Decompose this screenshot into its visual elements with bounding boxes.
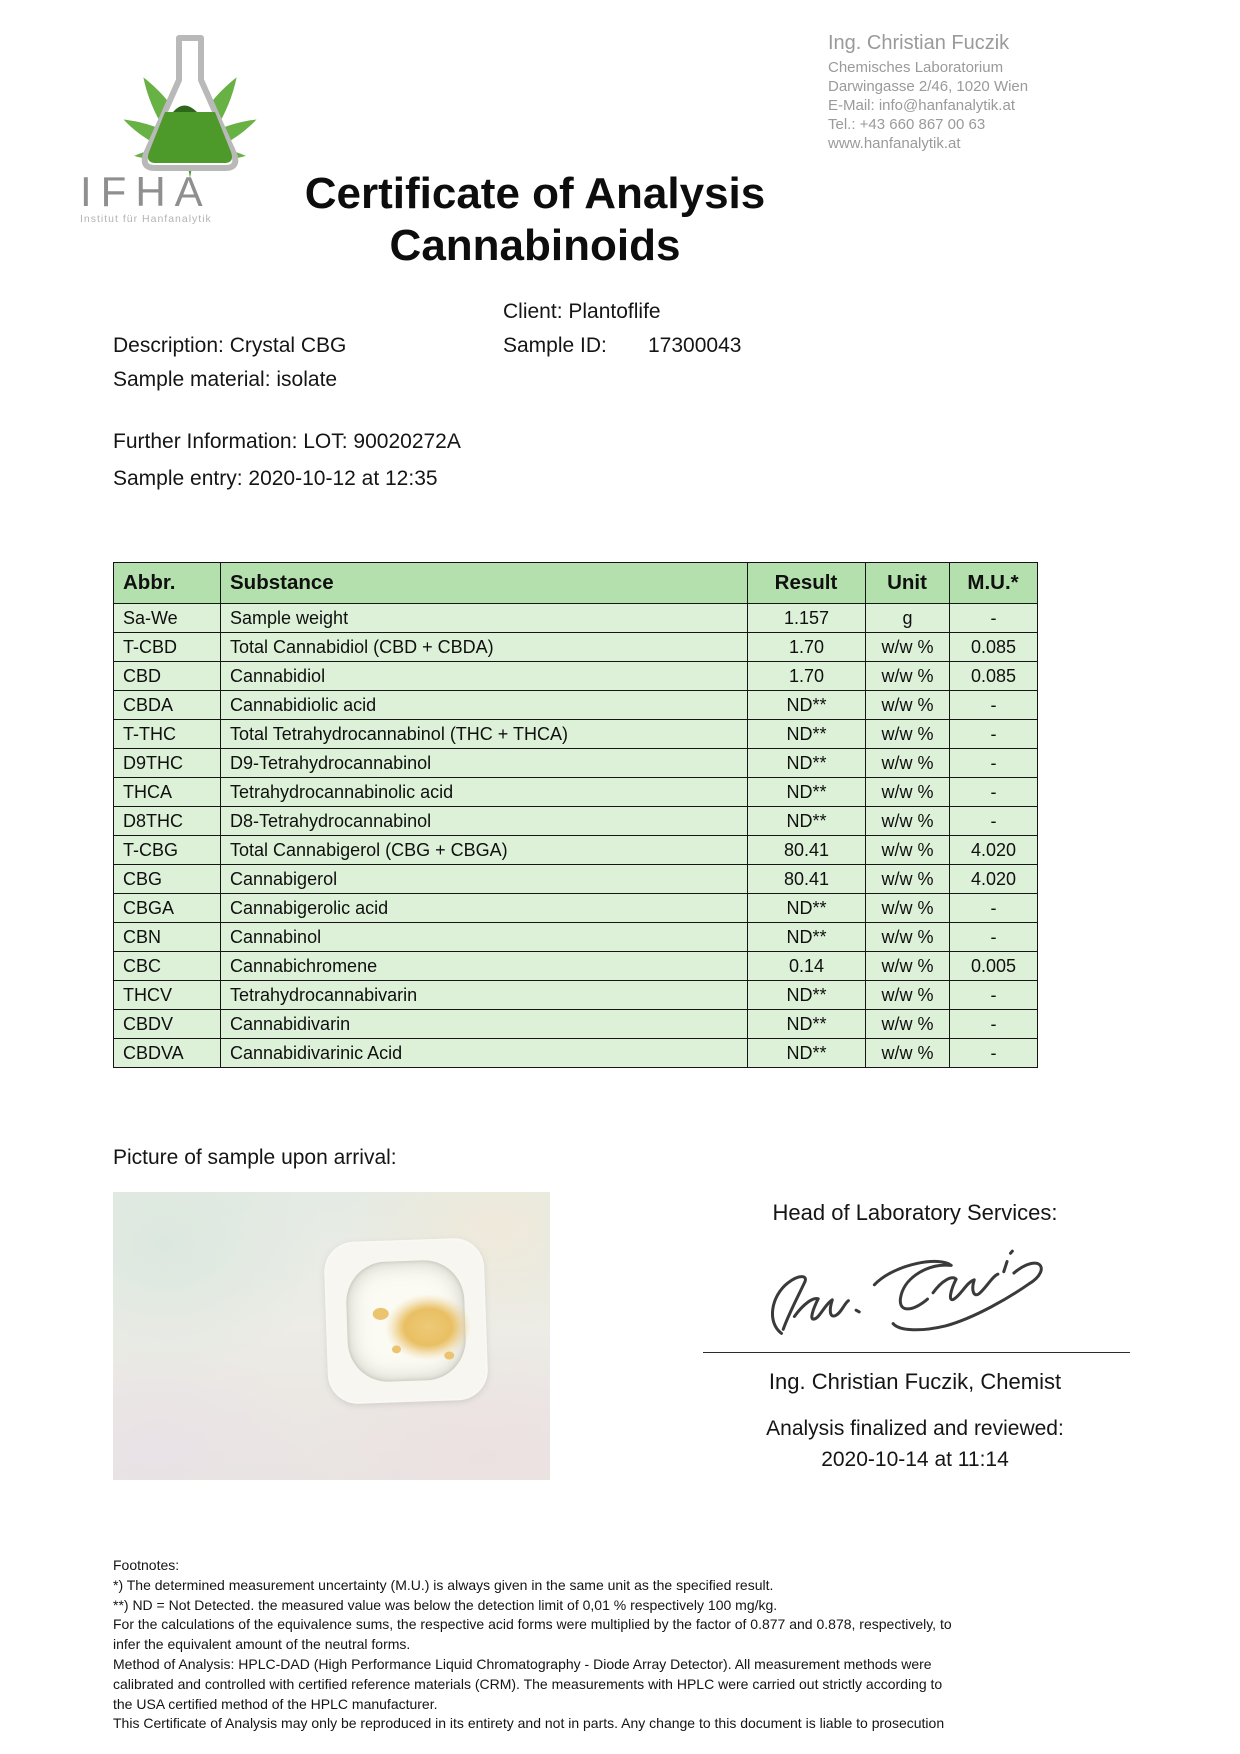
title-line-1: Certificate of Analysis xyxy=(304,169,766,218)
footnote-line: **) ND = Not Detected. the measured value was below the detection limit of 0,01 % respectively 100 mg/kg. xyxy=(113,1596,778,1613)
cell-mu: - xyxy=(950,1010,1038,1039)
cell-mu: 4.020 xyxy=(950,865,1038,894)
cell-abbr: T-CBG xyxy=(114,836,221,865)
cell-result: ND** xyxy=(748,923,866,952)
cell-result: 80.41 xyxy=(748,836,866,865)
document-title xyxy=(0,168,1070,272)
cell-substance: Tetrahydrocannabinolic acid xyxy=(221,778,748,807)
cell-substance: Cannabinol xyxy=(221,923,748,952)
footnote-line: *) The determined measurement uncertainty (M.U.) is always given in the same unit as the specified result. xyxy=(113,1576,774,1593)
cell-result: ND** xyxy=(748,720,866,749)
cell-unit: w/w % xyxy=(866,749,950,778)
signature-section xyxy=(690,1200,1140,1475)
cell-unit: w/w % xyxy=(866,1039,950,1068)
table-row xyxy=(114,952,1038,981)
footnote-line: the USA certified method of the HPLC manufacturer. xyxy=(113,1695,438,1712)
cell-substance: Cannabigerolic acid xyxy=(221,894,748,923)
cell-unit: w/w % xyxy=(866,662,950,691)
footnote-line: calibrated and controlled with certified reference materials (CRM). The measurements with HPLC were carried out strictly according to xyxy=(113,1675,943,1692)
cell-abbr: CBDVA xyxy=(114,1039,221,1068)
cell-abbr: CBD xyxy=(114,662,221,691)
table-row xyxy=(114,807,1038,836)
cell-mu: - xyxy=(950,720,1038,749)
cell-mu: 0.005 xyxy=(950,952,1038,981)
cell-substance: Cannabidivarinic Acid xyxy=(221,1039,748,1068)
cell-mu: 4.020 xyxy=(950,836,1038,865)
cell-substance: D8-Tetrahydrocannabinol xyxy=(221,807,748,836)
cell-abbr: T-CBD xyxy=(114,633,221,662)
cell-unit: w/w % xyxy=(866,633,950,662)
cell-unit: g xyxy=(866,604,950,633)
powder-crumb xyxy=(444,1351,454,1359)
cell-result: ND** xyxy=(748,981,866,1010)
further-information-label: Further Information: LOT: 90020272A xyxy=(113,430,461,453)
table-row xyxy=(114,778,1038,807)
handwritten-signature xyxy=(742,1228,1088,1356)
table-row xyxy=(114,1039,1038,1068)
table-row xyxy=(114,836,1038,865)
cell-unit: w/w % xyxy=(866,865,950,894)
cell-abbr: CBG xyxy=(114,865,221,894)
finalized-label: Analysis finalized and reviewed: xyxy=(766,1417,1064,1440)
logo-acronym: IFHA xyxy=(80,168,212,215)
lab-address: Darwingasse 2/46, 1020 Wien xyxy=(828,78,1029,95)
cell-abbr: THCA xyxy=(114,778,221,807)
cell-result: ND** xyxy=(748,691,866,720)
table-row xyxy=(114,923,1038,952)
picture-section-label: Picture of sample upon arrival: xyxy=(113,1146,397,1169)
cell-result: 0.14 xyxy=(748,952,866,981)
logo-subtitle: Institut für Hanfanalytik xyxy=(80,213,212,225)
cell-mu: 0.085 xyxy=(950,633,1038,662)
table-row xyxy=(114,604,1038,633)
cell-result: 1.70 xyxy=(748,662,866,691)
cell-mu: - xyxy=(950,807,1038,836)
cell-substance: Tetrahydrocannabivarin xyxy=(221,981,748,1010)
cell-substance: Total Cannabidiol (CBD + CBDA) xyxy=(221,633,748,662)
table-row xyxy=(114,633,1038,662)
signer-name: Ing. Christian Fuczik, Chemist xyxy=(768,1369,1062,1394)
cell-substance: Total Tetrahydrocannabinol (THC + THCA) xyxy=(221,720,748,749)
cell-result: 1.70 xyxy=(748,633,866,662)
cell-unit: w/w % xyxy=(866,981,950,1010)
cell-unit: w/w % xyxy=(866,1010,950,1039)
cell-substance: D9-Tetrahydrocannabinol xyxy=(221,749,748,778)
sample-id-label: Sample ID: xyxy=(503,334,607,357)
ifha-logo-hemp-flask-icon xyxy=(75,30,305,180)
lab-email: E-Mail: info@hanfanalytik.at xyxy=(828,97,1015,114)
cell-substance: Cannabidiolic acid xyxy=(221,691,748,720)
weighing-dish-well xyxy=(345,1259,467,1383)
table-row xyxy=(114,894,1038,923)
sample-entry-label: Sample entry: 2020-10-12 at 12:35 xyxy=(113,467,438,490)
table-row xyxy=(114,749,1038,778)
cell-substance: Cannabidiol xyxy=(221,662,748,691)
signature-heading: Head of Laboratory Services: xyxy=(772,1200,1058,1225)
column-header-substance: Substance xyxy=(221,563,748,604)
cell-mu: - xyxy=(950,749,1038,778)
cell-substance: Cannabidivarin xyxy=(221,1010,748,1039)
results-table xyxy=(113,562,1038,1068)
footnote-line: Method of Analysis: HPLC-DAD (High Performance Liquid Chromatography - Diode Array Detector). All measurement methods were xyxy=(113,1655,932,1672)
cell-result: 1.157 xyxy=(748,604,866,633)
table-header-row xyxy=(114,563,1038,604)
cell-mu: - xyxy=(950,691,1038,720)
cell-unit: w/w % xyxy=(866,952,950,981)
cell-mu: - xyxy=(950,604,1038,633)
description-label: Description: Crystal CBG xyxy=(113,334,347,357)
cell-abbr: D8THC xyxy=(114,807,221,836)
cell-abbr: CBN xyxy=(114,923,221,952)
cell-abbr: CBDA xyxy=(114,691,221,720)
footnotes xyxy=(113,1556,1240,1734)
cell-result: 80.41 xyxy=(748,865,866,894)
cell-mu: - xyxy=(950,923,1038,952)
cell-result: ND** xyxy=(748,894,866,923)
lab-department: Chemisches Laboratorium xyxy=(828,59,1004,76)
client-label: Client: Plantoflife xyxy=(503,300,661,323)
cell-abbr: CBDV xyxy=(114,1010,221,1039)
sample-photo xyxy=(113,1192,550,1480)
footnote-line: infer the equivalent amount of the neutral forms. xyxy=(113,1636,411,1653)
finalized-date: 2020-10-14 at 11:14 xyxy=(821,1448,1009,1471)
cell-result: ND** xyxy=(748,749,866,778)
table-row xyxy=(114,981,1038,1010)
cell-result: ND** xyxy=(748,807,866,836)
cell-substance: Cannabichromene xyxy=(221,952,748,981)
sample-material-label: Sample material: isolate xyxy=(113,368,338,391)
lab-name: Ing. Christian Fuczik xyxy=(828,32,1010,54)
cell-abbr: CBGA xyxy=(114,894,221,923)
column-header-unit: Unit xyxy=(866,563,950,604)
cell-unit: w/w % xyxy=(866,720,950,749)
column-header-mu: M.U.* xyxy=(950,563,1038,604)
cell-mu: - xyxy=(950,981,1038,1010)
cell-abbr: CBC xyxy=(114,952,221,981)
cell-abbr: D9THC xyxy=(114,749,221,778)
title-line-2: Cannabinoids xyxy=(389,221,681,270)
cell-unit: w/w % xyxy=(866,894,950,923)
results-table-body xyxy=(114,604,1038,1068)
cell-substance: Cannabigerol xyxy=(221,865,748,894)
cell-mu: 0.085 xyxy=(950,662,1038,691)
cell-result: ND** xyxy=(748,1010,866,1039)
cell-abbr: THCV xyxy=(114,981,221,1010)
table-row xyxy=(114,662,1038,691)
table-row xyxy=(114,691,1038,720)
footnote-line: This Certificate of Analysis may only be reproduced in its entirety and not in parts. Any change to this document is liable to prosecution xyxy=(113,1715,945,1732)
cell-unit: w/w % xyxy=(866,836,950,865)
cell-unit: w/w % xyxy=(866,923,950,952)
cell-substance: Sample weight xyxy=(221,604,748,633)
cell-mu: - xyxy=(950,1039,1038,1068)
cell-abbr: Sa-We xyxy=(114,604,221,633)
lab-website: www.hanfanalytik.at xyxy=(828,135,961,152)
cell-result: ND** xyxy=(748,778,866,807)
footnote-line: Footnotes: xyxy=(113,1557,180,1573)
lab-contact-block xyxy=(828,30,1028,153)
lab-phone: Tel.: +43 660 867 00 63 xyxy=(828,116,986,133)
sample-id-value: 17300043 xyxy=(648,334,742,357)
cell-abbr: T-THC xyxy=(114,720,221,749)
table-row xyxy=(114,720,1038,749)
table-row xyxy=(114,1010,1038,1039)
column-header-result: Result xyxy=(748,563,866,604)
column-header-abbr: Abbr. xyxy=(114,563,221,604)
cell-unit: w/w % xyxy=(866,691,950,720)
footnote-line: For the calculations of the equivalence sums, the respective acid forms were multiplied by the factor of 0.877 and 0.878, respectively, to xyxy=(113,1616,952,1633)
cell-result: ND** xyxy=(748,1039,866,1068)
weighing-dish xyxy=(323,1237,489,1404)
cell-unit: w/w % xyxy=(866,778,950,807)
cell-mu: - xyxy=(950,894,1038,923)
cell-unit: w/w % xyxy=(866,807,950,836)
cell-substance: Total Cannabigerol (CBG + CBGA) xyxy=(221,836,748,865)
cell-mu: - xyxy=(950,778,1038,807)
table-row xyxy=(114,865,1038,894)
